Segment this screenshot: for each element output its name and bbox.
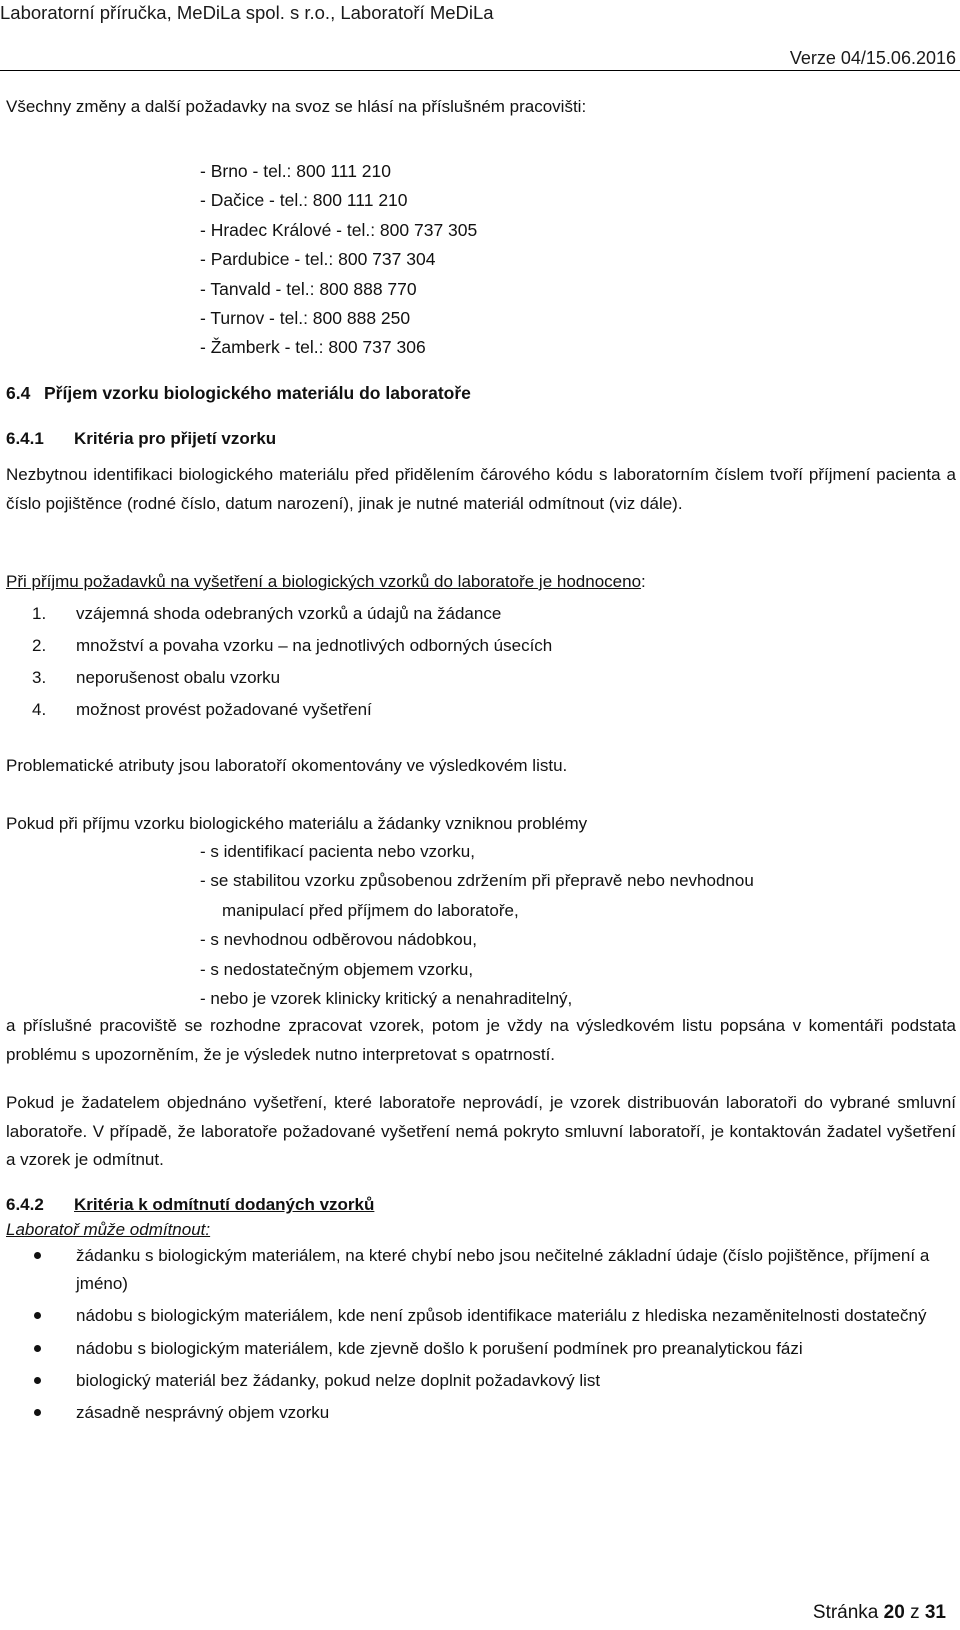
identification-paragraph: Nezbytnou identifikaci biologického materiálu před přidělením čárového kódu s laboratorním číslem tvoří příjmení pacienta a číslo pojištěnce (rodné číslo, datum narození), jinak je nutné materiál odmítnout (viz dále). — [6, 465, 956, 513]
rejection-subtitle — [6, 1219, 956, 1241]
phone-list-item: - Hradec Králové - tel.: 800 737 305 — [200, 219, 478, 240]
bullet-icon — [34, 1377, 41, 1384]
section-title: Příjem vzorku biologického materiálu do laboratoře — [44, 383, 471, 403]
bullet-icon — [34, 1312, 41, 1319]
evaluation-intro-underlined: Při příjmu požadavků na vyšetření a biologických vzorků do laboratoře je hodnoceno — [6, 572, 642, 591]
rejection-item — [30, 1367, 930, 1395]
section-6-4-2-heading — [6, 1194, 956, 1216]
problem-item: - s nedostatečným objemem vzorku, — [200, 959, 474, 979]
phone-list-item: - Pardubice - tel.: 800 737 304 — [200, 249, 436, 270]
header-title: Laboratorní příručka, MeDiLa spol. s r.o., Laboratoří MeDiLa — [0, 2, 494, 23]
criteria-item — [32, 668, 280, 688]
bullet-icon — [34, 1345, 41, 1352]
rejection-item-text: zásadně nesprávný objem vzorku — [76, 1403, 330, 1423]
rejection-list — [30, 1242, 930, 1431]
criteria-number: 3. — [32, 668, 47, 687]
rejection-item-text: žádanku s biologickým materiálem, na které chybí nebo jsou nečitelné základní údaje (číslo pojištěnce, příjmení a jméno) — [76, 1246, 930, 1294]
footer-mid: z — [904, 1602, 925, 1623]
phone-list-item: - Turnov - tel.: 800 888 250 — [200, 308, 411, 329]
problems-intro: Pokud při příjmu vzorku biologického materiálu a žádanky vzniknou problémy — [6, 814, 588, 833]
intro-line: Všechny změny a další požadavky na svoz se hlásí na příslušném pracovišti: — [6, 97, 587, 116]
problem-item: - nebo je vzorek klinicky kritický a nenahraditelný, — [200, 989, 573, 1009]
criteria-item — [32, 604, 501, 624]
phone-list-item: - Tanvald - tel.: 800 888 770 — [200, 278, 417, 299]
problem-item: - se stabilitou vzorku způsobenou zdržením při přepravě nebo nevhodnou — [200, 871, 754, 891]
rejection-item — [30, 1242, 930, 1298]
external-lab-paragraph: Pokud je žadatelem objednáno vyšetření, které laboratoře neprovádí, je vzorek distribuován laboratoři do vybrané smluvní laboratoře. V případě, že laboratoře požadované vyšetření nemá pokryto smluvní laboratoří, je kontaktován žadatel vyšetření a vzorek je odmítnut. — [6, 1093, 956, 1169]
rejection-item-text: biologický materiál bez žádanky, pokud nelze doplnit požadavkový list — [76, 1370, 601, 1390]
section-title: Kritéria pro přijetí vzorku — [74, 429, 277, 448]
section-6-4-1-heading — [6, 428, 956, 450]
criteria-number: 1. — [32, 604, 47, 623]
footer-prefix: Stránka — [812, 1602, 884, 1623]
section-title: Kritéria k odmítnutí dodaných vzorků — [74, 1195, 375, 1214]
criteria-number: 4. — [32, 700, 47, 719]
criteria-text: množství a povaha vzorku – na jednotlivých odborných úsecích — [76, 636, 553, 655]
rejection-item-text: nádobu s biologickým materiálem, kde zjevně došlo k porušení podmínek pro preanalytickou fázi — [76, 1338, 803, 1358]
section-number: 6.4.2 — [6, 1195, 44, 1214]
phone-list-item: - Žamberk - tel.: 800 737 306 — [200, 337, 426, 358]
rejection-item — [30, 1335, 930, 1363]
bullet-icon — [34, 1409, 41, 1416]
header-rule — [0, 70, 960, 71]
evaluation-intro — [6, 571, 956, 593]
footer-total-pages: 31 — [924, 1602, 946, 1623]
phone-list-item: - Dačice - tel.: 800 111 210 — [200, 190, 408, 211]
criteria-text: vzájemná shoda odebraných vzorků a údajů na žádance — [76, 604, 502, 623]
rejection-item — [30, 1302, 930, 1330]
problematic-note: Problematické atributy jsou laboratoří okomentovány ve výsledkovém listu. — [6, 756, 568, 775]
rejection-item-text: nádobu s biologickým materiálem, kde není způsob identifikace materiálu z hlediska nezaměnitelnosti dostatečný — [76, 1306, 927, 1326]
problems-list — [200, 837, 956, 1013]
rejection-subtitle-text: Laboratoř může odmítnout: — [6, 1220, 211, 1239]
problem-item: - s nevhodnou odběrovou nádobkou, — [200, 930, 477, 950]
criteria-item — [32, 636, 552, 656]
phone-list-item: - Brno - tel.: 800 111 210 — [200, 161, 391, 181]
criteria-number: 2. — [32, 636, 47, 655]
page-footer — [813, 1602, 946, 1624]
criteria-text: neporušenost obalu vzorku — [76, 668, 281, 687]
evaluation-intro-colon: : — [641, 572, 646, 591]
rejection-item — [30, 1399, 930, 1427]
criteria-text: možnost provést požadované vyšetření — [76, 700, 372, 719]
criteria-item — [32, 700, 372, 720]
section-number: 6.4.1 — [6, 429, 44, 448]
problems-outcome: a příslušné pracoviště se rozhodne zpracovat vzorek, potom je vždy na výsledkovém listu popsána v komentáři podstata problému s upozorněním, že je výsledek nutno interpretovat s opatrností. — [6, 1016, 956, 1064]
bullet-icon — [34, 1252, 41, 1259]
footer-page-number: 20 — [883, 1602, 905, 1623]
problem-item: - s identifikací pacienta nebo vzorku, — [200, 842, 475, 861]
header-version: Verze 04/15.06.2016 — [789, 48, 956, 68]
problem-item-continuation: manipulací před příjmem do laboratoře, — [222, 900, 519, 920]
section-number: 6.4 — [6, 383, 31, 403]
section-6-4-heading — [6, 382, 956, 404]
phone-list — [200, 157, 477, 363]
